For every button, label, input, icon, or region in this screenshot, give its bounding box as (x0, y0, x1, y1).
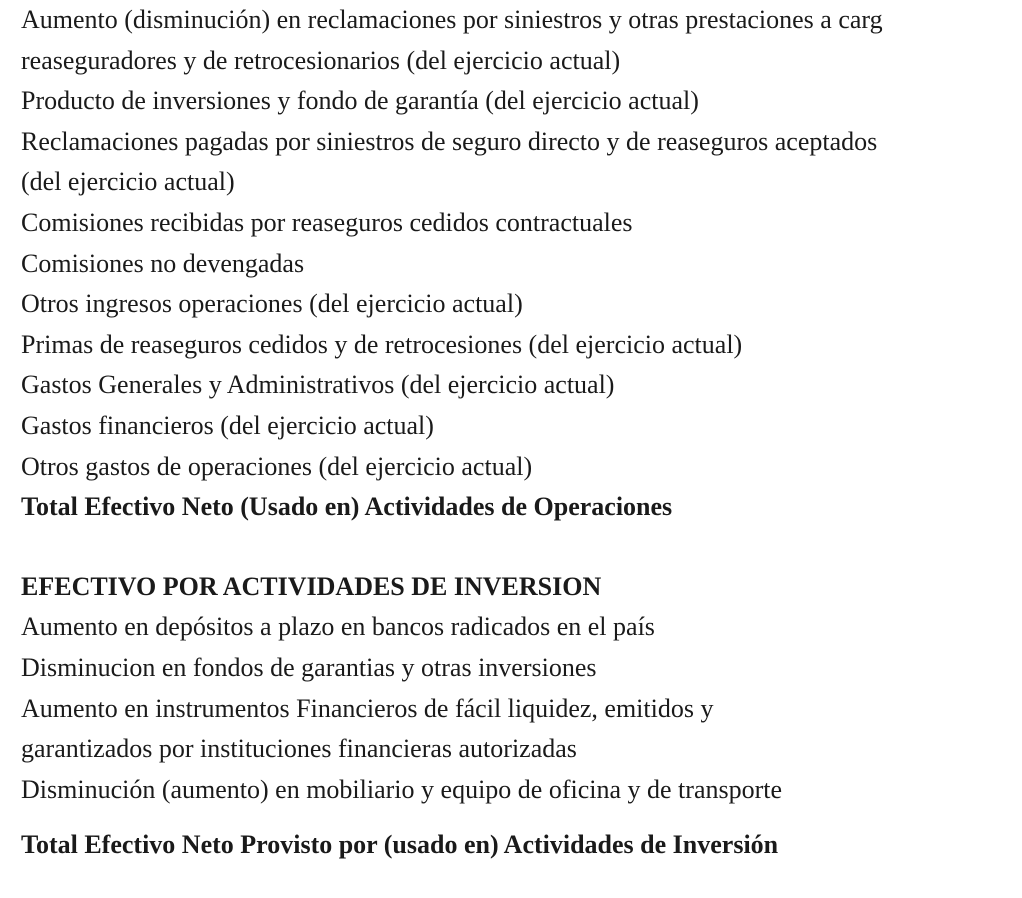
investing-activities-section (21, 567, 1022, 866)
line-item: (del ejercicio actual) (21, 167, 235, 197)
line-item: reaseguradores y de retrocesionarios (del ejercicio actual) (21, 45, 621, 75)
line-item: Comisiones recibidas por reaseguros cedidos contractuales (21, 207, 633, 237)
line-item: Otros gastos de operaciones (del ejercicio actual) (21, 451, 533, 481)
cash-flow-document (21, 0, 1022, 866)
line-item: Aumento en instrumentos Financieros de fácil liquidez, emitidos y (21, 693, 714, 723)
line-item: Otros ingresos operaciones (del ejercicio actual) (21, 289, 523, 319)
line-item: Disminución (aumento) en mobiliario y equipo de oficina y de transporte (21, 774, 783, 804)
operating-activities-section (21, 0, 1022, 528)
line-item: Gastos Generales y Administrativos (del ejercicio actual) (21, 370, 615, 400)
investing-heading: EFECTIVO POR ACTIVIDADES DE INVERSION (21, 571, 602, 601)
investing-total: Total Efectivo Neto Provisto por (usado en) Actividades de Inversión (21, 830, 779, 860)
operating-total: Total Efectivo Neto (Usado en) Actividades de Operaciones (21, 492, 673, 522)
line-item: Comisiones no devengadas (21, 248, 305, 278)
line-item: Producto de inversiones y fondo de garantía (del ejercicio actual) (21, 86, 699, 116)
line-item: Aumento (disminución) en reclamaciones por siniestros y otras prestaciones a carg (21, 5, 883, 34)
line-item: Primas de reaseguros cedidos y de retrocesiones (del ejercicio actual) (21, 329, 743, 359)
line-item: Aumento en depósitos a plazo en bancos radicados en el país (21, 612, 655, 642)
line-item: Gastos financieros (del ejercicio actual) (21, 410, 434, 440)
line-item: Disminucion en fondos de garantias y otras inversiones (21, 652, 597, 682)
line-item: Reclamaciones pagadas por siniestros de seguro directo y de reaseguros aceptados (21, 126, 878, 156)
line-item: garantizados por instituciones financieras autorizadas (21, 734, 577, 764)
